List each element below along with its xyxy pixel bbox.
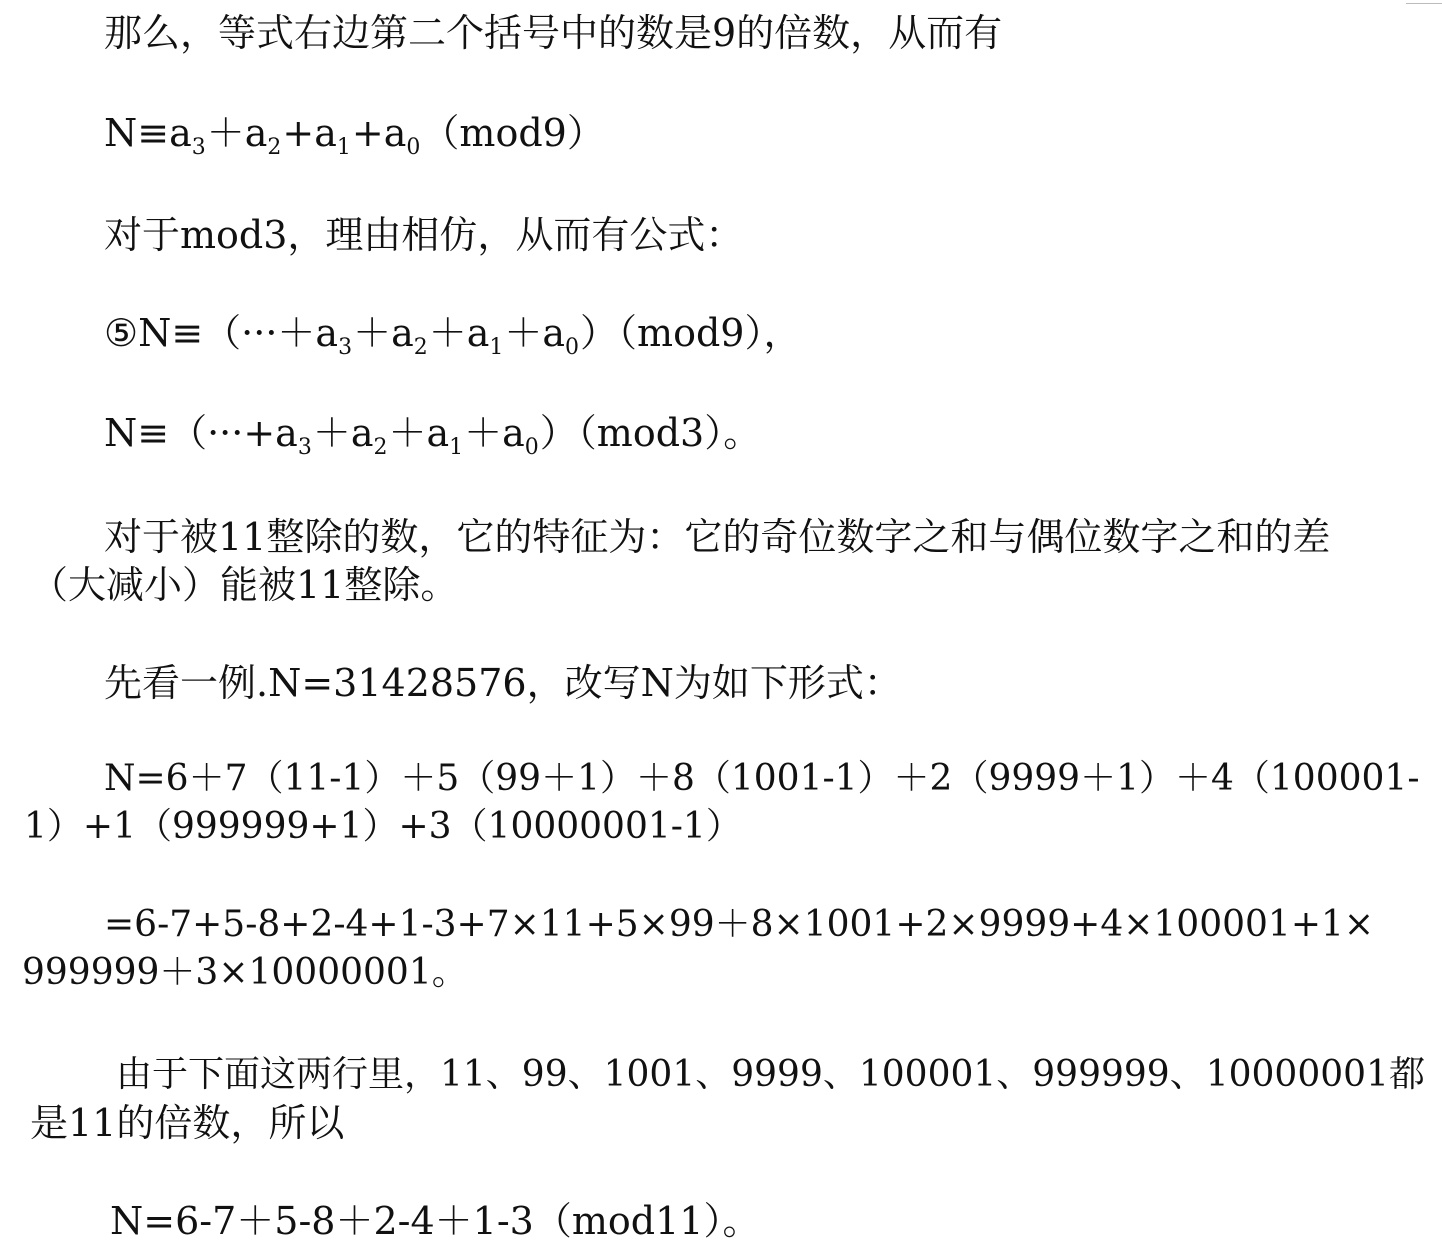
text-line: 对于mod3，理由相仿，从而有公式： — [104, 213, 744, 257]
text-line: 先看一例.N=31428576，改写N为如下形式： — [104, 661, 902, 705]
formula-mod3: $N\equiv(\cdot\cdot\cdot+a_3+a_2+a_1+a_0)(mod3)$。 — [104, 411, 762, 460]
formula-5-mod9: $⑤N\equiv(\cdot\cdot\cdot+a_3+a_2+a_1+a_0)(mod9)$， — [104, 311, 802, 360]
text-line: 对于被11整除的数，它的特征为：它的奇位数字之和与偶位数字之和的差 — [104, 515, 1331, 559]
corner-mark — [1406, 0, 1442, 4]
text-line: （大减小）能被11整除。 — [30, 563, 459, 607]
expansion-line: N=6＋7（11-1）＋5（99＋1）＋8（1001-1）＋2（9999＋1）＋4（100001- — [104, 758, 1420, 799]
text-line: 由于下面这两行里，11、99、1001、9999、100001、999999、10000001都 — [116, 1054, 1425, 1095]
expansion-line: 1）+1（999999+1）+3（10000001-1） — [24, 806, 742, 847]
text-line: 那么，等式右边第二个括号中的数是9的倍数，从而有 — [104, 11, 1003, 55]
congruence-mod9: $N\equiv a_3+a_2+a_1+a_0(mod9)$ — [104, 111, 605, 160]
expansion-line: 999999＋3×10000001。 — [22, 952, 468, 993]
expansion-line: =6-7+5-8+2-4+1-3+7×11+5×99＋8×1001+2×9999+4×100001+1× — [104, 904, 1375, 945]
text-line: 是11的倍数，所以 — [30, 1101, 345, 1145]
result-mod11: N=6-7＋5-8＋2-4＋1-3（mod11）。 — [110, 1199, 761, 1243]
